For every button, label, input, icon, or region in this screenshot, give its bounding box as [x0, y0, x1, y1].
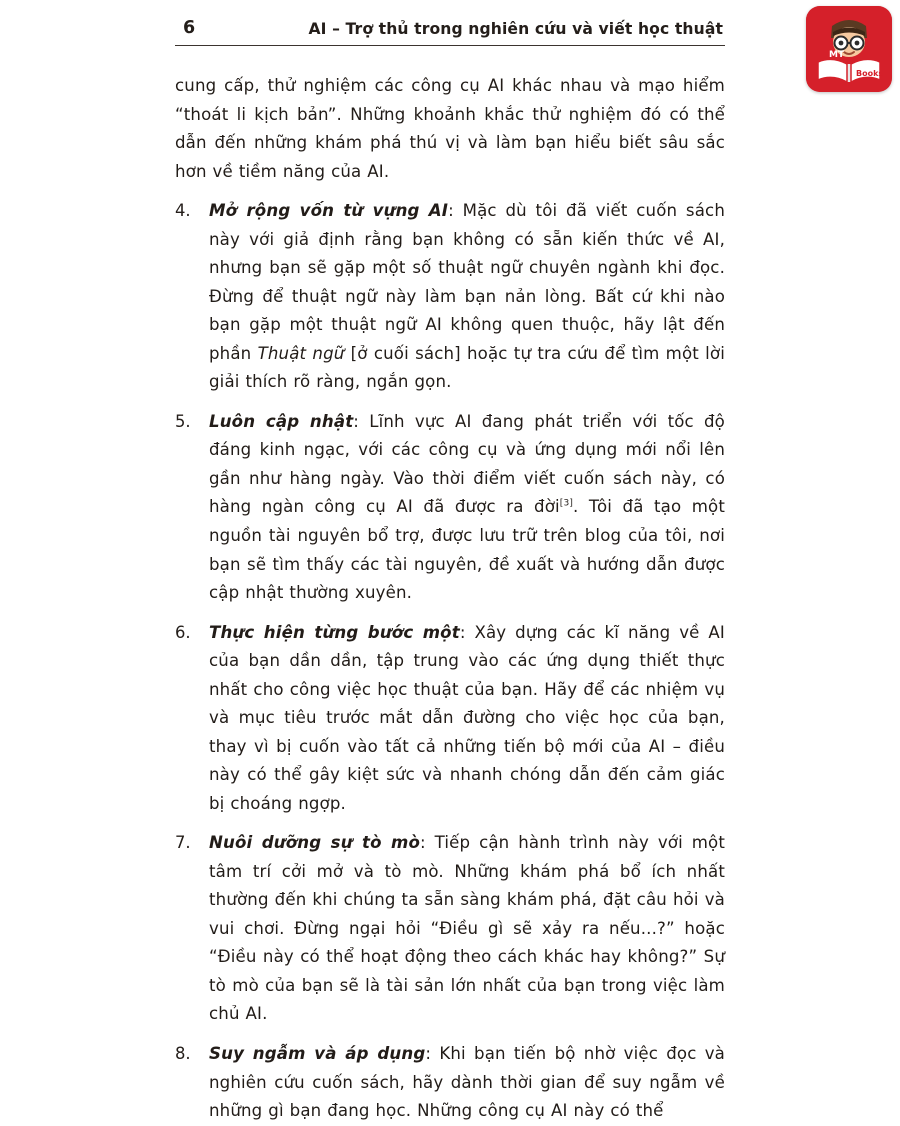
page-header: [175, 18, 725, 46]
list-item-number: 5.: [175, 411, 191, 431]
list-item-body: [209, 1040, 725, 1126]
list-item-lead: Thực hiện từng bước một: [209, 622, 460, 642]
list-item-text-before-term: : Mặc dù tôi đã viết cuốn sách này với giả định rằng bạn không có sẵn kiến thức về AI, nhưng bạn sẽ gặp một số thuật ngữ chuyên ngành khi đọc. Đừng để thuật ngữ này làm bạn nản lòng. Bất cứ khi nào bạn gặp một thuật ngữ AI không quen thuộc, hãy lật đến phần: [209, 201, 725, 363]
page-number: 6: [183, 18, 196, 38]
list-item-number: 8.: [175, 1044, 191, 1063]
list-item-text: : Xây dựng các kĩ năng về AI của bạn dần dần, tập trung vào các ứng dụng thiết thực nhất cho công việc học thuật của bạn. Hãy để các nhiệm vụ và mục tiêu trước mắt dẫn đường cho việc học của bạn, thay vì bị cuốn vào tất cả những tiến bộ mới của AI – điều này có thể gây kiệt sức và nhanh chóng dẫn đến cảm giác bị choáng ngợp.: [209, 622, 725, 813]
list-item: [175, 619, 725, 819]
list-item-number: 6.: [175, 622, 191, 642]
list-item: [175, 1040, 725, 1126]
logo-artwork: [806, 6, 892, 92]
footnote-marker: [3]: [559, 498, 573, 509]
list-item-body: [209, 829, 725, 1029]
list-item-body: [209, 197, 725, 397]
list-item-text-after-term: [ở cuối sách] hoặc tự tra cứu để tìm một lời giải thích rõ ràng, ngắn gọn.: [209, 343, 725, 392]
list-item: [175, 197, 725, 397]
intro-paragraph: cung cấp, thử nghiệm các công cụ AI khác nhau và mạo hiểm “thoát li kịch bản”. Những khoảnh khắc thử nghiệm đó có thể dẫn đến những khám phá thú vị và làm bạn hiểu biết sâu sắc hơn về tiềm năng của AI.: [175, 76, 725, 181]
list-item-text-after-note: . Tôi đã tạo một nguồn tài nguyên bổ trợ, được lưu trữ trên blog của tôi, nơi bạn sẽ tìm thấy các tài nguyên, đề xuất và hướng dẫn được cập nhật thường xuyên.: [209, 497, 725, 603]
numbered-list: [175, 197, 725, 1125]
list-item-number: 4.: [175, 201, 191, 221]
list-item: [175, 408, 725, 608]
logo-brand-top: MT: [829, 50, 845, 60]
list-item-text: : Khi bạn tiến bộ nhờ việc đọc và nghiên cứu cuốn sách, hãy dành thời gian để suy ngẫm về những gì bạn đang học. Những công cụ AI này có thể: [209, 1044, 725, 1121]
list-item-lead: Nuôi dưỡng sự tò mò: [209, 833, 421, 853]
list-item-lead: Luôn cập nhật: [209, 411, 354, 431]
glossary-term: Thuật ngữ: [257, 343, 345, 363]
list-item: [175, 829, 725, 1029]
list-item-text: : Tiếp cận hành trình này với một tâm trí cởi mở và tò mò. Những khám phá bổ ích nhất thường đến khi chúng ta sẵn sàng khám phá, đặt câu hỏi và vui chơi. Đừng ngại hỏi “Điều gì sẽ xảy ra nếu...?” hoặc “Điều này có thể hoạt động theo cách khác hay không?” Sự tò mò của bạn sẽ là tài sản lớn nhất của bạn trong việc làm chủ AI.: [209, 833, 725, 1024]
running-title: AI – Trợ thủ trong nghiên cứu và viết học thuật: [308, 20, 723, 38]
list-item-body: [209, 619, 725, 819]
list-item-lead: Suy ngẫm và áp dụng: [209, 1044, 426, 1063]
list-item-number: 7.: [175, 833, 191, 853]
mt-books-logo: [806, 6, 892, 92]
logo-brand-bottom: Books: [856, 69, 884, 78]
list-item-lead: Mở rộng vốn từ vựng AI: [209, 201, 449, 221]
list-item-body: [209, 408, 725, 608]
list-item-text: : Lĩnh vực AI đang phát triển với tốc độ đáng kinh ngạc, với các công cụ và ứng dụng mới nổi lên gần như hàng ngày. Vào thời điểm viết cuốn sách này, có hàng ngàn công cụ AI đã được ra đời: [209, 411, 725, 517]
